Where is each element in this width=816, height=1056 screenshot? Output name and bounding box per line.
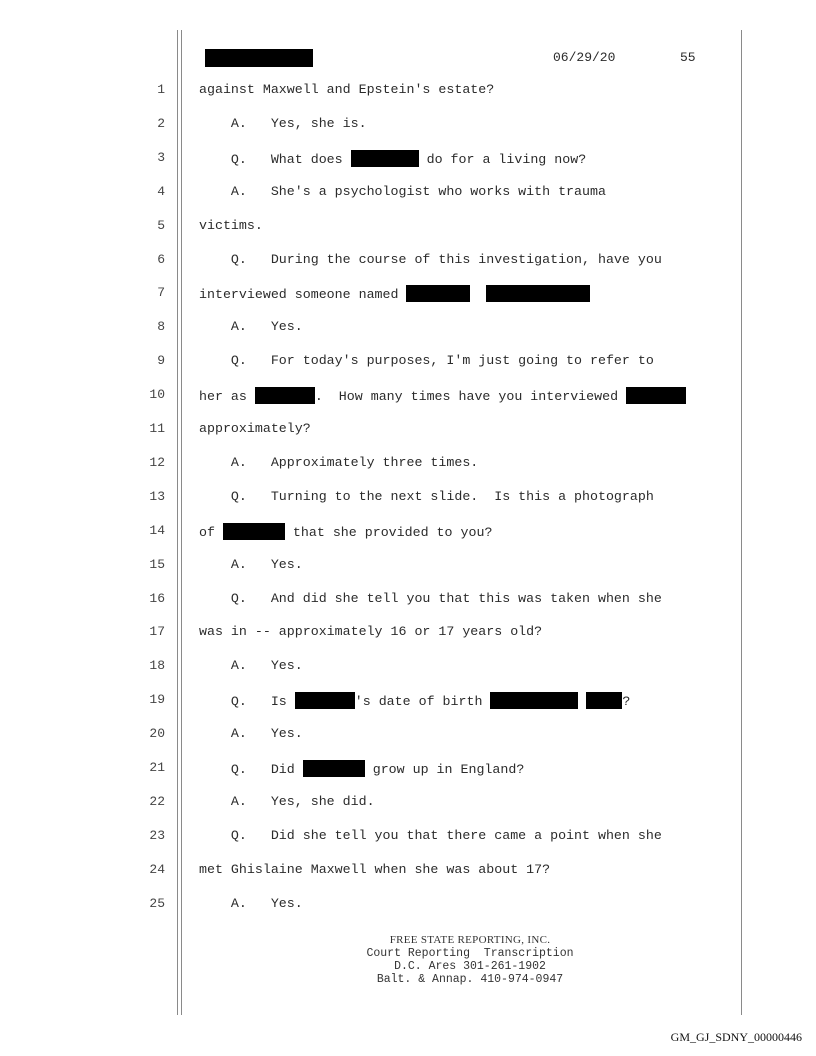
- transcript-line: [0, 447, 816, 480]
- line-text-segment: grow up in England?: [364, 762, 525, 777]
- line-text-segment: met Ghislaine Maxwell when she was about 17?: [199, 861, 551, 877]
- line-text-segment: A. Yes.: [199, 895, 303, 911]
- transcript-line: [0, 176, 816, 209]
- line-number: 6: [157, 251, 165, 267]
- line-text: [199, 794, 375, 809]
- transcript-line: [0, 752, 816, 785]
- line-text-segment: Q. Is: [199, 694, 295, 710]
- line-text: [199, 184, 606, 199]
- line-text: [199, 896, 303, 911]
- line-number: 24: [149, 861, 165, 877]
- line-text-segment: that she provided to you?: [284, 524, 493, 540]
- line-text: [199, 218, 263, 233]
- line-text-segment: A. She's a psychologist who works with trauma: [199, 183, 606, 199]
- transcript-line: [0, 616, 816, 649]
- line-text: [199, 523, 492, 540]
- footer-dc-phone: D.C. Ares 301-261-1902: [394, 960, 546, 973]
- line-text-segment: her as: [199, 389, 255, 405]
- line-text: [199, 319, 303, 334]
- redaction-block: [303, 760, 365, 777]
- redaction-block: [490, 692, 578, 709]
- line-text: [199, 760, 524, 777]
- line-text-segment: against Maxwell and Epstein's estate?: [199, 82, 495, 97]
- transcript-line: [0, 142, 816, 175]
- bates-number: GM_GJ_SDNY_00000446: [670, 1030, 802, 1044]
- line-text: [199, 726, 303, 741]
- line-text-segment: [578, 694, 586, 709]
- line-text: [199, 591, 662, 606]
- line-text: [199, 387, 686, 404]
- transcript-line: [0, 277, 816, 310]
- line-text: [199, 862, 550, 877]
- line-number: 16: [149, 590, 165, 606]
- transcript-line: [0, 549, 816, 582]
- line-text-segment: A. Yes.: [199, 556, 303, 572]
- transcript-line: [0, 515, 816, 548]
- line-text-segment: was in -- approximately 16 or 17 years old?: [199, 624, 543, 640]
- line-number: 1: [157, 82, 165, 97]
- line-number: 22: [149, 793, 165, 809]
- line-number: 20: [149, 726, 165, 742]
- redaction-block: [255, 387, 315, 404]
- transcript-line: [0, 820, 816, 853]
- line-number: 14: [149, 522, 165, 538]
- redaction-block: [406, 285, 470, 302]
- line-number: 5: [157, 217, 165, 233]
- line-number: 15: [149, 556, 165, 572]
- transcript-line: [0, 718, 816, 751]
- line-text-segment: do for a living now?: [418, 151, 587, 167]
- line-text-segment: . How many times have you interviewed: [314, 389, 627, 405]
- transcript-line: [0, 481, 816, 514]
- line-text: [199, 557, 303, 572]
- line-text: [199, 82, 494, 97]
- transcript-line: [0, 345, 816, 378]
- line-number: 11: [149, 421, 165, 436]
- line-text-segment: A. Yes, she is.: [199, 115, 367, 131]
- line-text: [199, 828, 662, 843]
- line-number: 12: [149, 454, 165, 470]
- footer-balt-phone: Balt. & Annap. 410-974-0947: [376, 973, 564, 986]
- transcript-line: [0, 74, 816, 107]
- line-text: [199, 658, 303, 673]
- line-text-segment: A. Yes.: [199, 319, 303, 335]
- line-number: 4: [157, 183, 165, 199]
- line-text: [199, 489, 654, 504]
- line-text: [199, 150, 586, 167]
- line-text-segment: A. Yes.: [199, 658, 303, 674]
- line-number: 13: [149, 488, 165, 504]
- line-number: 19: [149, 692, 165, 708]
- line-number: 2: [157, 115, 165, 131]
- redaction-block: [626, 387, 686, 404]
- line-text: [199, 116, 367, 131]
- header-redaction: [205, 49, 313, 67]
- line-text-segment: ?: [622, 694, 631, 710]
- transcript-line: [0, 311, 816, 344]
- line-number: 18: [149, 658, 165, 674]
- transcript-line: [0, 684, 816, 717]
- redaction-block: [586, 692, 622, 709]
- line-text-segment: Q. And did she tell you that this was taken when she: [199, 590, 662, 606]
- transcript-line: [0, 854, 816, 887]
- line-number: 23: [149, 827, 165, 843]
- line-text: [199, 455, 478, 470]
- line-text: [199, 624, 542, 639]
- line-text: [199, 692, 630, 709]
- line-text-segment: A. Yes, she did.: [199, 793, 375, 809]
- line-number: 17: [149, 624, 165, 640]
- transcript-line: [0, 244, 816, 277]
- line-text-segment: 's date of birth: [354, 694, 491, 710]
- redaction-block: [295, 692, 355, 709]
- header-date: 06/29/20: [553, 50, 616, 65]
- footer-company: FREE STATE REPORTING, INC.: [389, 934, 551, 946]
- header-page-number: 55: [680, 50, 696, 65]
- line-text: [199, 252, 662, 267]
- redaction-block: [486, 285, 590, 302]
- line-text-segment: of: [199, 524, 223, 540]
- footer-reporter-info: [300, 934, 640, 986]
- line-text-segment: Q. Did she tell you that there came a point when she: [199, 827, 662, 843]
- line-text-segment: approximately?: [199, 421, 311, 436]
- line-text-segment: Q. What does: [199, 151, 351, 167]
- redaction-block: [351, 150, 419, 167]
- transcript-line: [0, 583, 816, 616]
- line-text: [199, 353, 654, 368]
- line-text-segment: victims.: [199, 217, 263, 233]
- transcript-line: [0, 650, 816, 683]
- line-text-segment: Q. During the course of this investigation, have you: [199, 251, 662, 267]
- line-text-segment: Q. For today's purposes, I'm just going to refer to: [199, 353, 654, 369]
- line-number: 8: [157, 319, 165, 335]
- transcript-line: [0, 379, 816, 412]
- line-number: 9: [157, 353, 165, 369]
- line-text-segment: interviewed someone named: [199, 287, 407, 303]
- transcript-line: [0, 888, 816, 921]
- line-text-segment: Q. Did: [199, 762, 303, 777]
- line-text-segment: A. Yes.: [199, 726, 303, 742]
- line-text: [199, 285, 590, 302]
- transcript-line: [0, 210, 816, 243]
- line-text-segment: A. Approximately three times.: [199, 454, 479, 470]
- line-number: 7: [157, 285, 165, 301]
- line-number: 21: [149, 760, 165, 775]
- line-number: 3: [157, 149, 165, 165]
- line-text: [199, 421, 311, 436]
- line-text-segment: Q. Turning to the next slide. Is this a photograph: [199, 488, 654, 504]
- transcript-line: [0, 108, 816, 141]
- redaction-block: [223, 523, 285, 540]
- line-number: 10: [149, 387, 165, 403]
- line-number: 25: [149, 895, 165, 911]
- transcript-line: [0, 786, 816, 819]
- footer-services: Court Reporting Transcription: [366, 947, 574, 960]
- line-text-segment: [470, 287, 486, 302]
- transcript-line: [0, 413, 816, 446]
